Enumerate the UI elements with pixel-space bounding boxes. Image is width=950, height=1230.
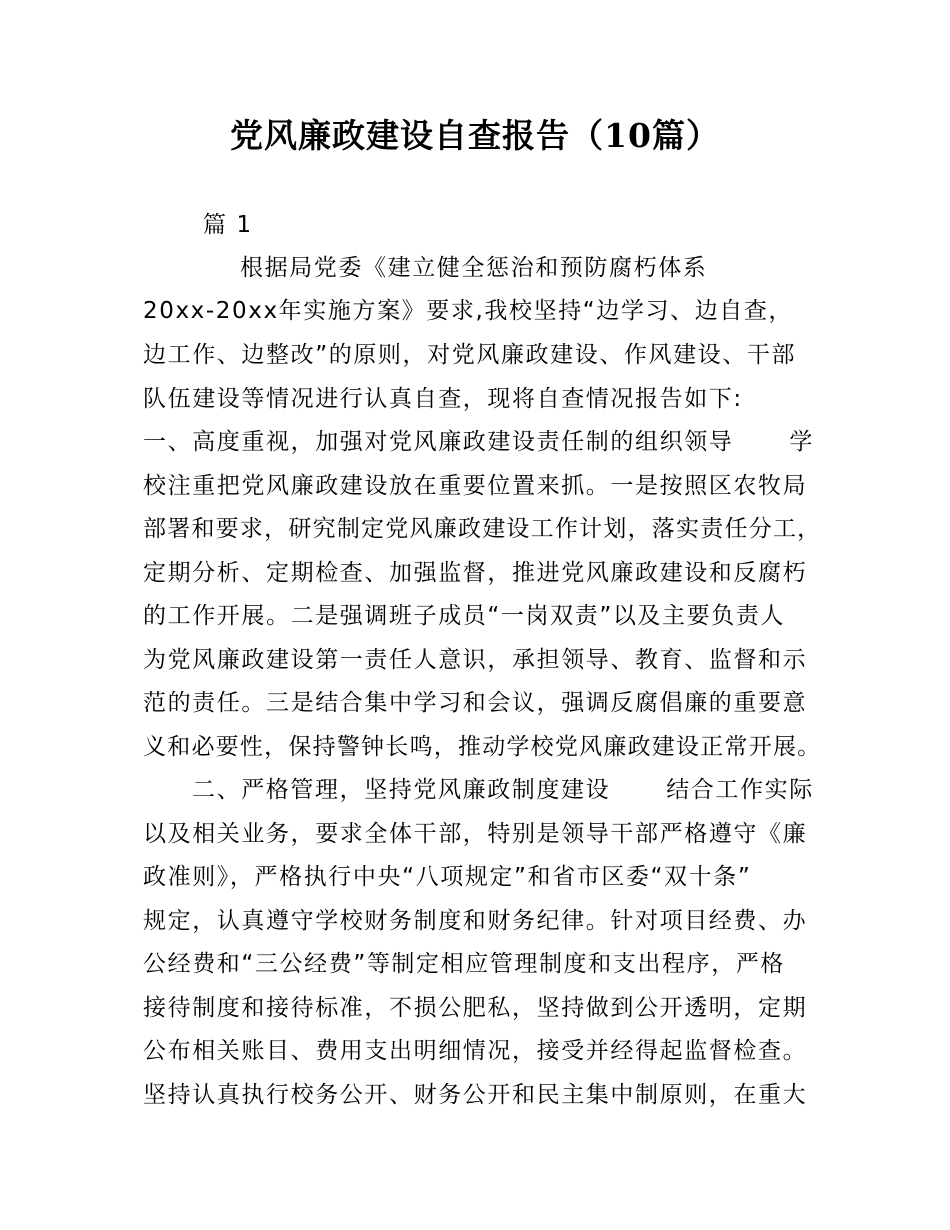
section-heading-2: 二、严格管理，坚持党风廉政制度建设	[192, 777, 611, 803]
paragraph-line: 校注重把党风廉政建设放在重要位置来抓。一是按照区农牧局	[143, 473, 808, 499]
paragraph-line: 定期分析、定期检查、加强监督，推进党风廉政建设和反腐朽	[143, 560, 808, 586]
paragraph-line: 部署和要求，研究制定党风廉政建设工作计划，落实责任分工，	[143, 516, 822, 542]
section-heading-1: 一、高度重视，加强对党风廉政建设责任制的组织领导	[143, 429, 734, 455]
paragraph-start: 结合工作实际	[666, 777, 814, 803]
paragraph-line: 接待制度和接待标准，不损公肥私，坚持做到公开透明，定期	[143, 995, 808, 1021]
paragraph-line: 以及相关业务，要求全体干部，特别是领导干部严格遵守《廉	[143, 821, 808, 847]
paragraph-start: 学	[789, 429, 815, 455]
paragraph-line: 公经费和“三公经费”等制定相应管理制度和支出程序，严格	[143, 951, 786, 977]
paragraph-line: 边工作、边整改”的原则，对党风廉政建设、作风建设、干部	[143, 342, 797, 368]
paragraph-line: 为党风廉政建设第一责任人意识，承担领导、教育、监督和示	[143, 647, 808, 673]
document-title: 党风廉政建设自查报告（10篇）	[230, 116, 720, 155]
paragraph-line: 范的责任。三是结合集中学习和会议，强调反腐倡廉的重要意	[143, 690, 808, 716]
paragraph-line: 队伍建设等情况进行认真自查，现将自查情况报告如下:	[143, 386, 743, 412]
paragraph-line: 坚持认真执行校务公开、财务公开和民主集中制原则，在重大	[143, 1082, 808, 1108]
paragraph-line: 20xx-20xx年实施方案》要求,我校坚持“边学习、边自查，	[143, 298, 794, 324]
paragraph-line: 规定，认真遵守学校财务制度和财务纪律。针对项目经费、办	[143, 908, 808, 934]
section-heading-line	[143, 420, 823, 464]
paragraph-line: 公布相关账目、费用支出明细情况，接受并经得起监督检查。	[143, 1038, 808, 1064]
section-heading-line	[192, 768, 872, 812]
paragraph-line: 义和必要性，保持警钟长鸣，推动学校党风廉政建设正常开展。	[143, 734, 822, 760]
section-label: 篇 1	[203, 212, 253, 238]
paragraph-line: 的工作开展。二是强调班子成员“一岗双责”以及主要负责人	[143, 603, 786, 629]
paragraph-line: 政准则》，严格执行中央“八项规定”和省市区委“双十条”	[143, 864, 752, 890]
paragraph-line: 根据局党委《建立健全惩治和预防腐朽体系	[240, 255, 708, 281]
